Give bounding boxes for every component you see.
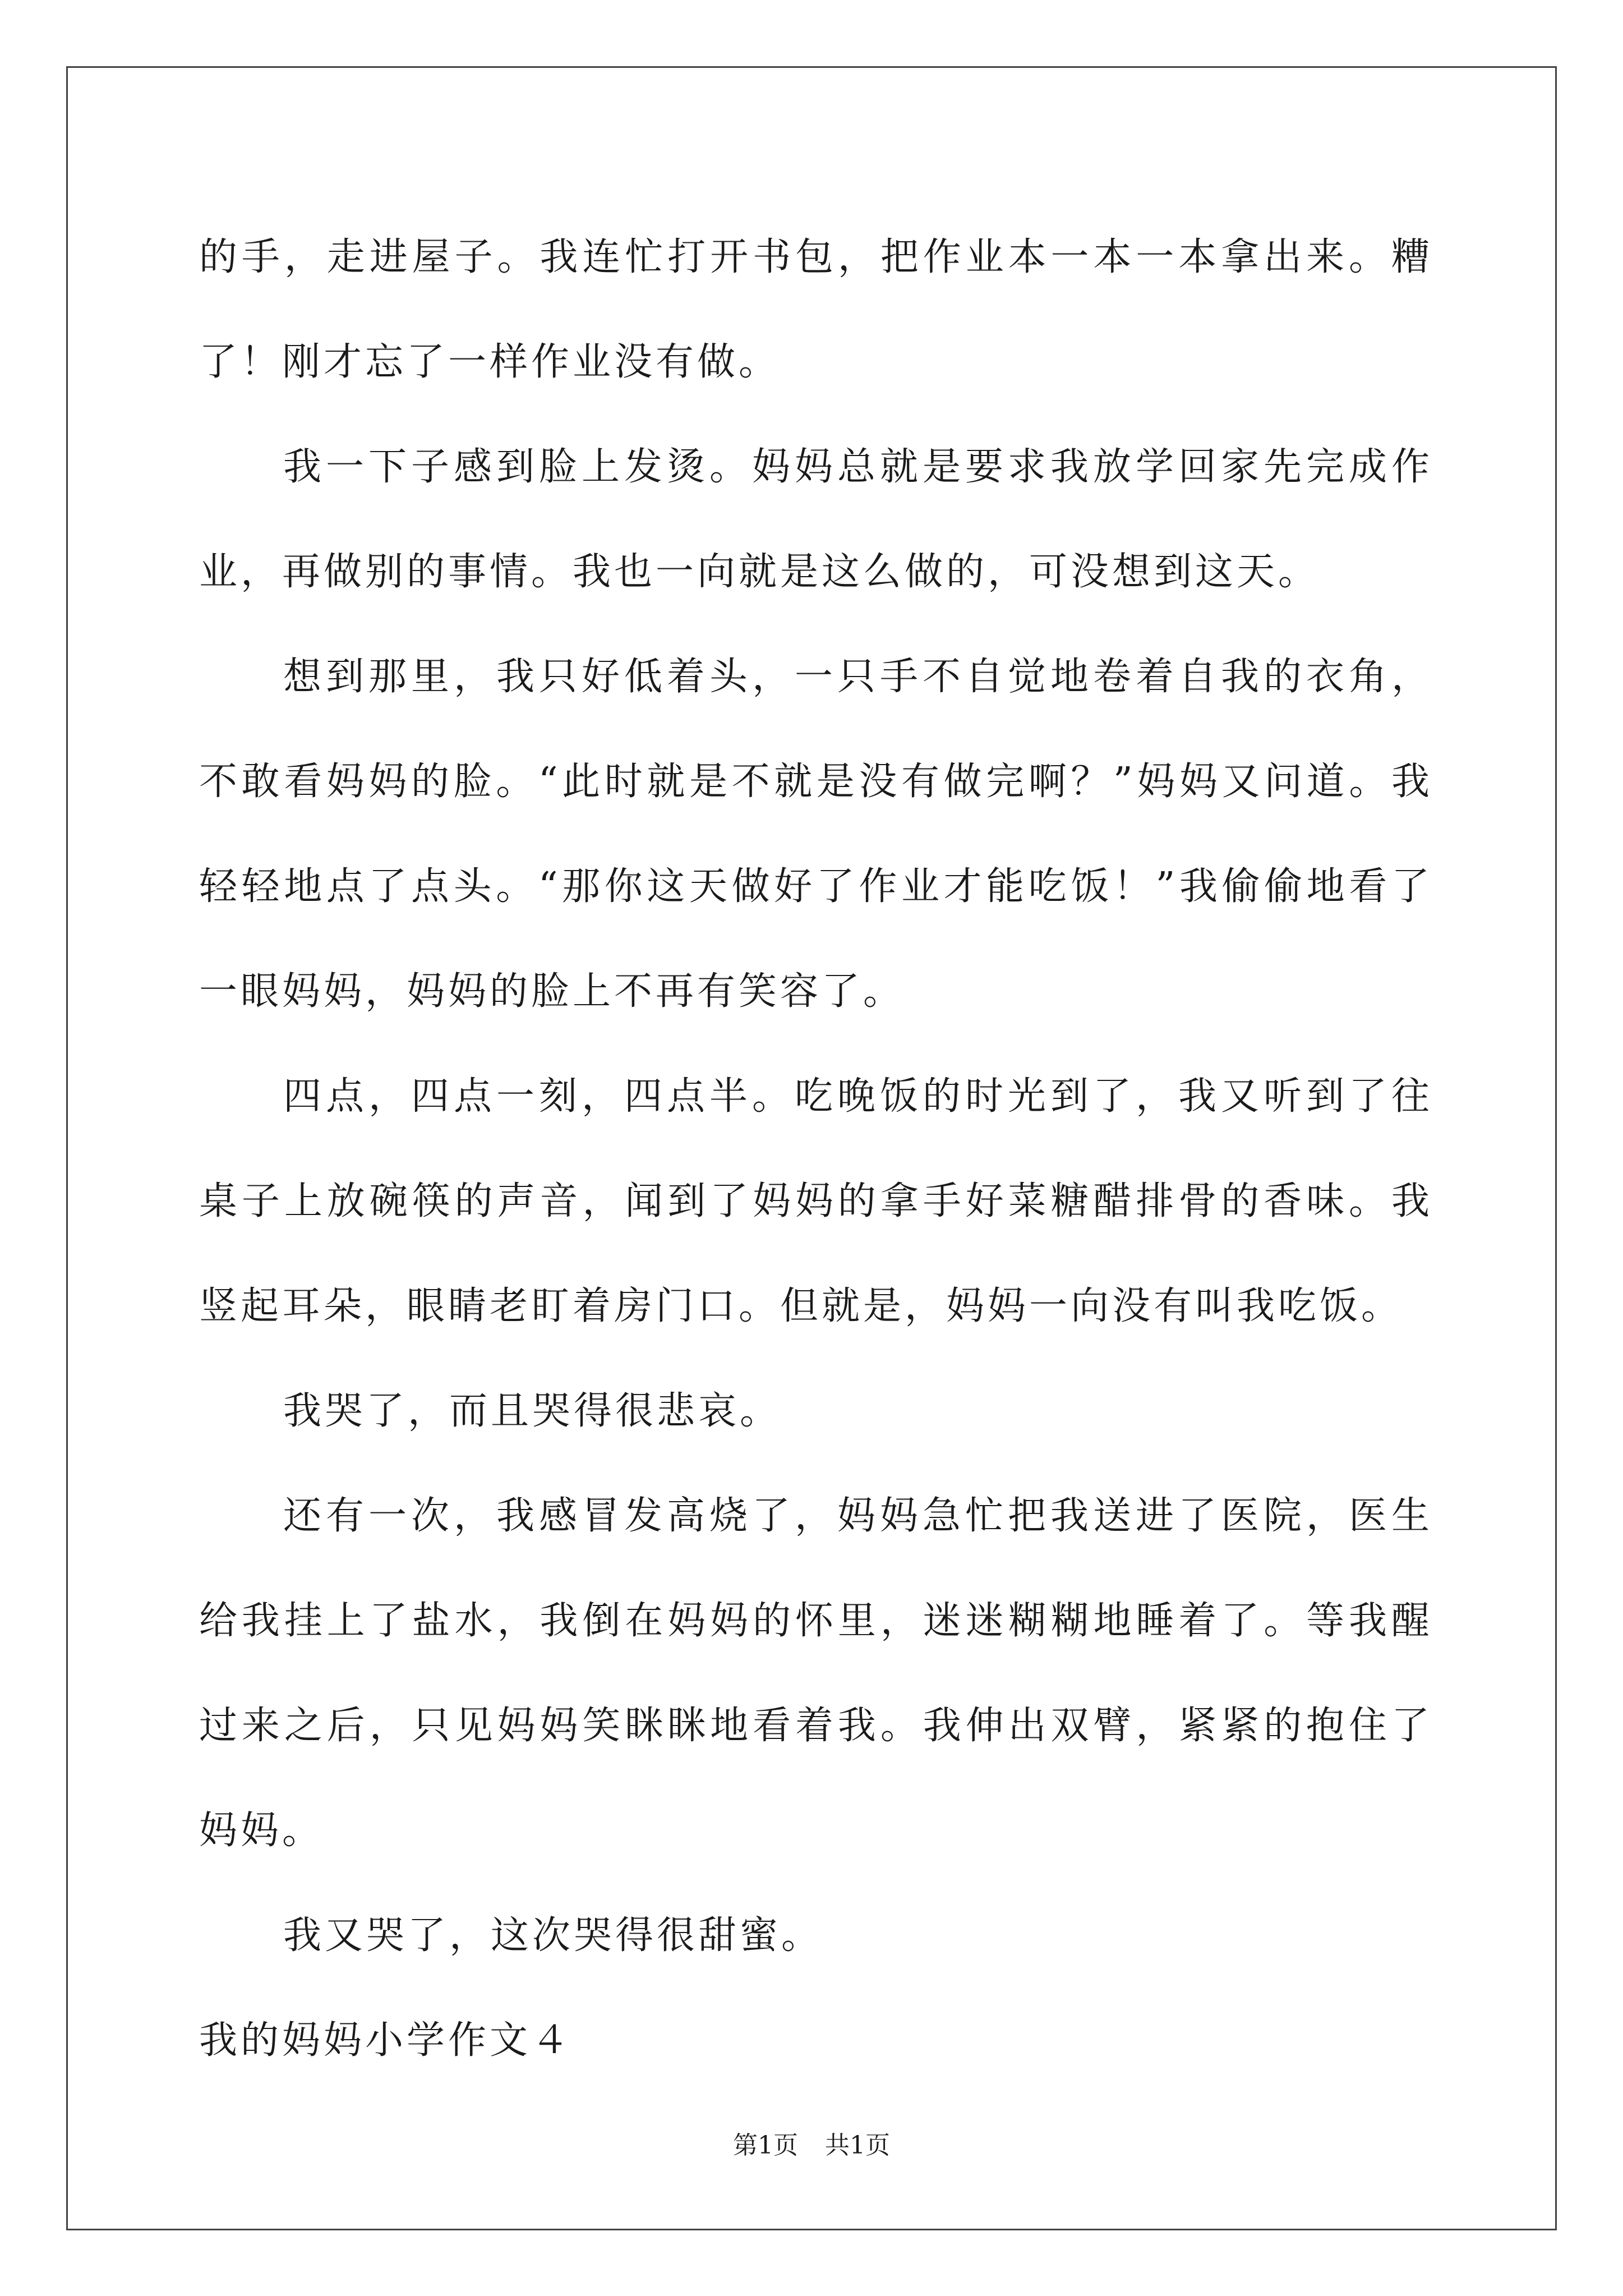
document-body xyxy=(199,205,1433,2093)
paragraph-2: 我一下子感到脸上发烫。妈妈总就是要求我放学回家先完成作业，再做别的事情。我也一向就是这么做的，可没想到这天。 xyxy=(199,445,1433,594)
paragraph-3: 想到那里，我只好低着头，一只手不自觉地卷着自我的衣角，不敢看妈妈的脸。“此时就是不就是没有做完啊？”妈妈又问道。我轻轻地点了点头。“那你这天做好了作业才能吃饭！”我偷偷地看了一眼妈妈，妈妈的脸上不再有笑容了。 xyxy=(199,655,1433,1014)
paragraph-7: 我又哭了，这次哭得很甜蜜。 xyxy=(283,1913,823,1958)
paragraph-5: 我哭了，而且哭得很悲哀。 xyxy=(283,1389,782,1433)
paragraph-1: 的手，走进屋子。我连忙打开书包，把作业本一本一本拿出来。糟了！刚才忘了一样作业没有做。 xyxy=(199,235,1433,384)
paragraph-4: 四点，四点一刻，四点半。吃晚饭的时光到了，我又听到了往桌子上放碗筷的声音，闻到了妈妈的拿手好菜糖醋排骨的香味。我竖起耳朵，眼睛老盯着房门口。但就是，妈妈一向没有叫我吃饭。 xyxy=(199,1074,1433,1328)
page-number-current: 第1页 xyxy=(733,2131,798,2160)
page-number-total: 共1页 xyxy=(825,2131,890,2160)
paragraph-6: 还有一次，我感冒发高烧了，妈妈急忙把我送进了医院，医生给我挂上了盐水，我倒在妈妈的怀里，迷迷糊糊地睡着了。等我醒过来之后，只见妈妈笑眯眯地看着我。我伸出双臂，紧紧的抱住了妈妈。 xyxy=(199,1494,1433,1853)
section-heading: 我的妈妈小学作文４ xyxy=(199,2018,573,2063)
page-footer xyxy=(0,2129,1623,2162)
